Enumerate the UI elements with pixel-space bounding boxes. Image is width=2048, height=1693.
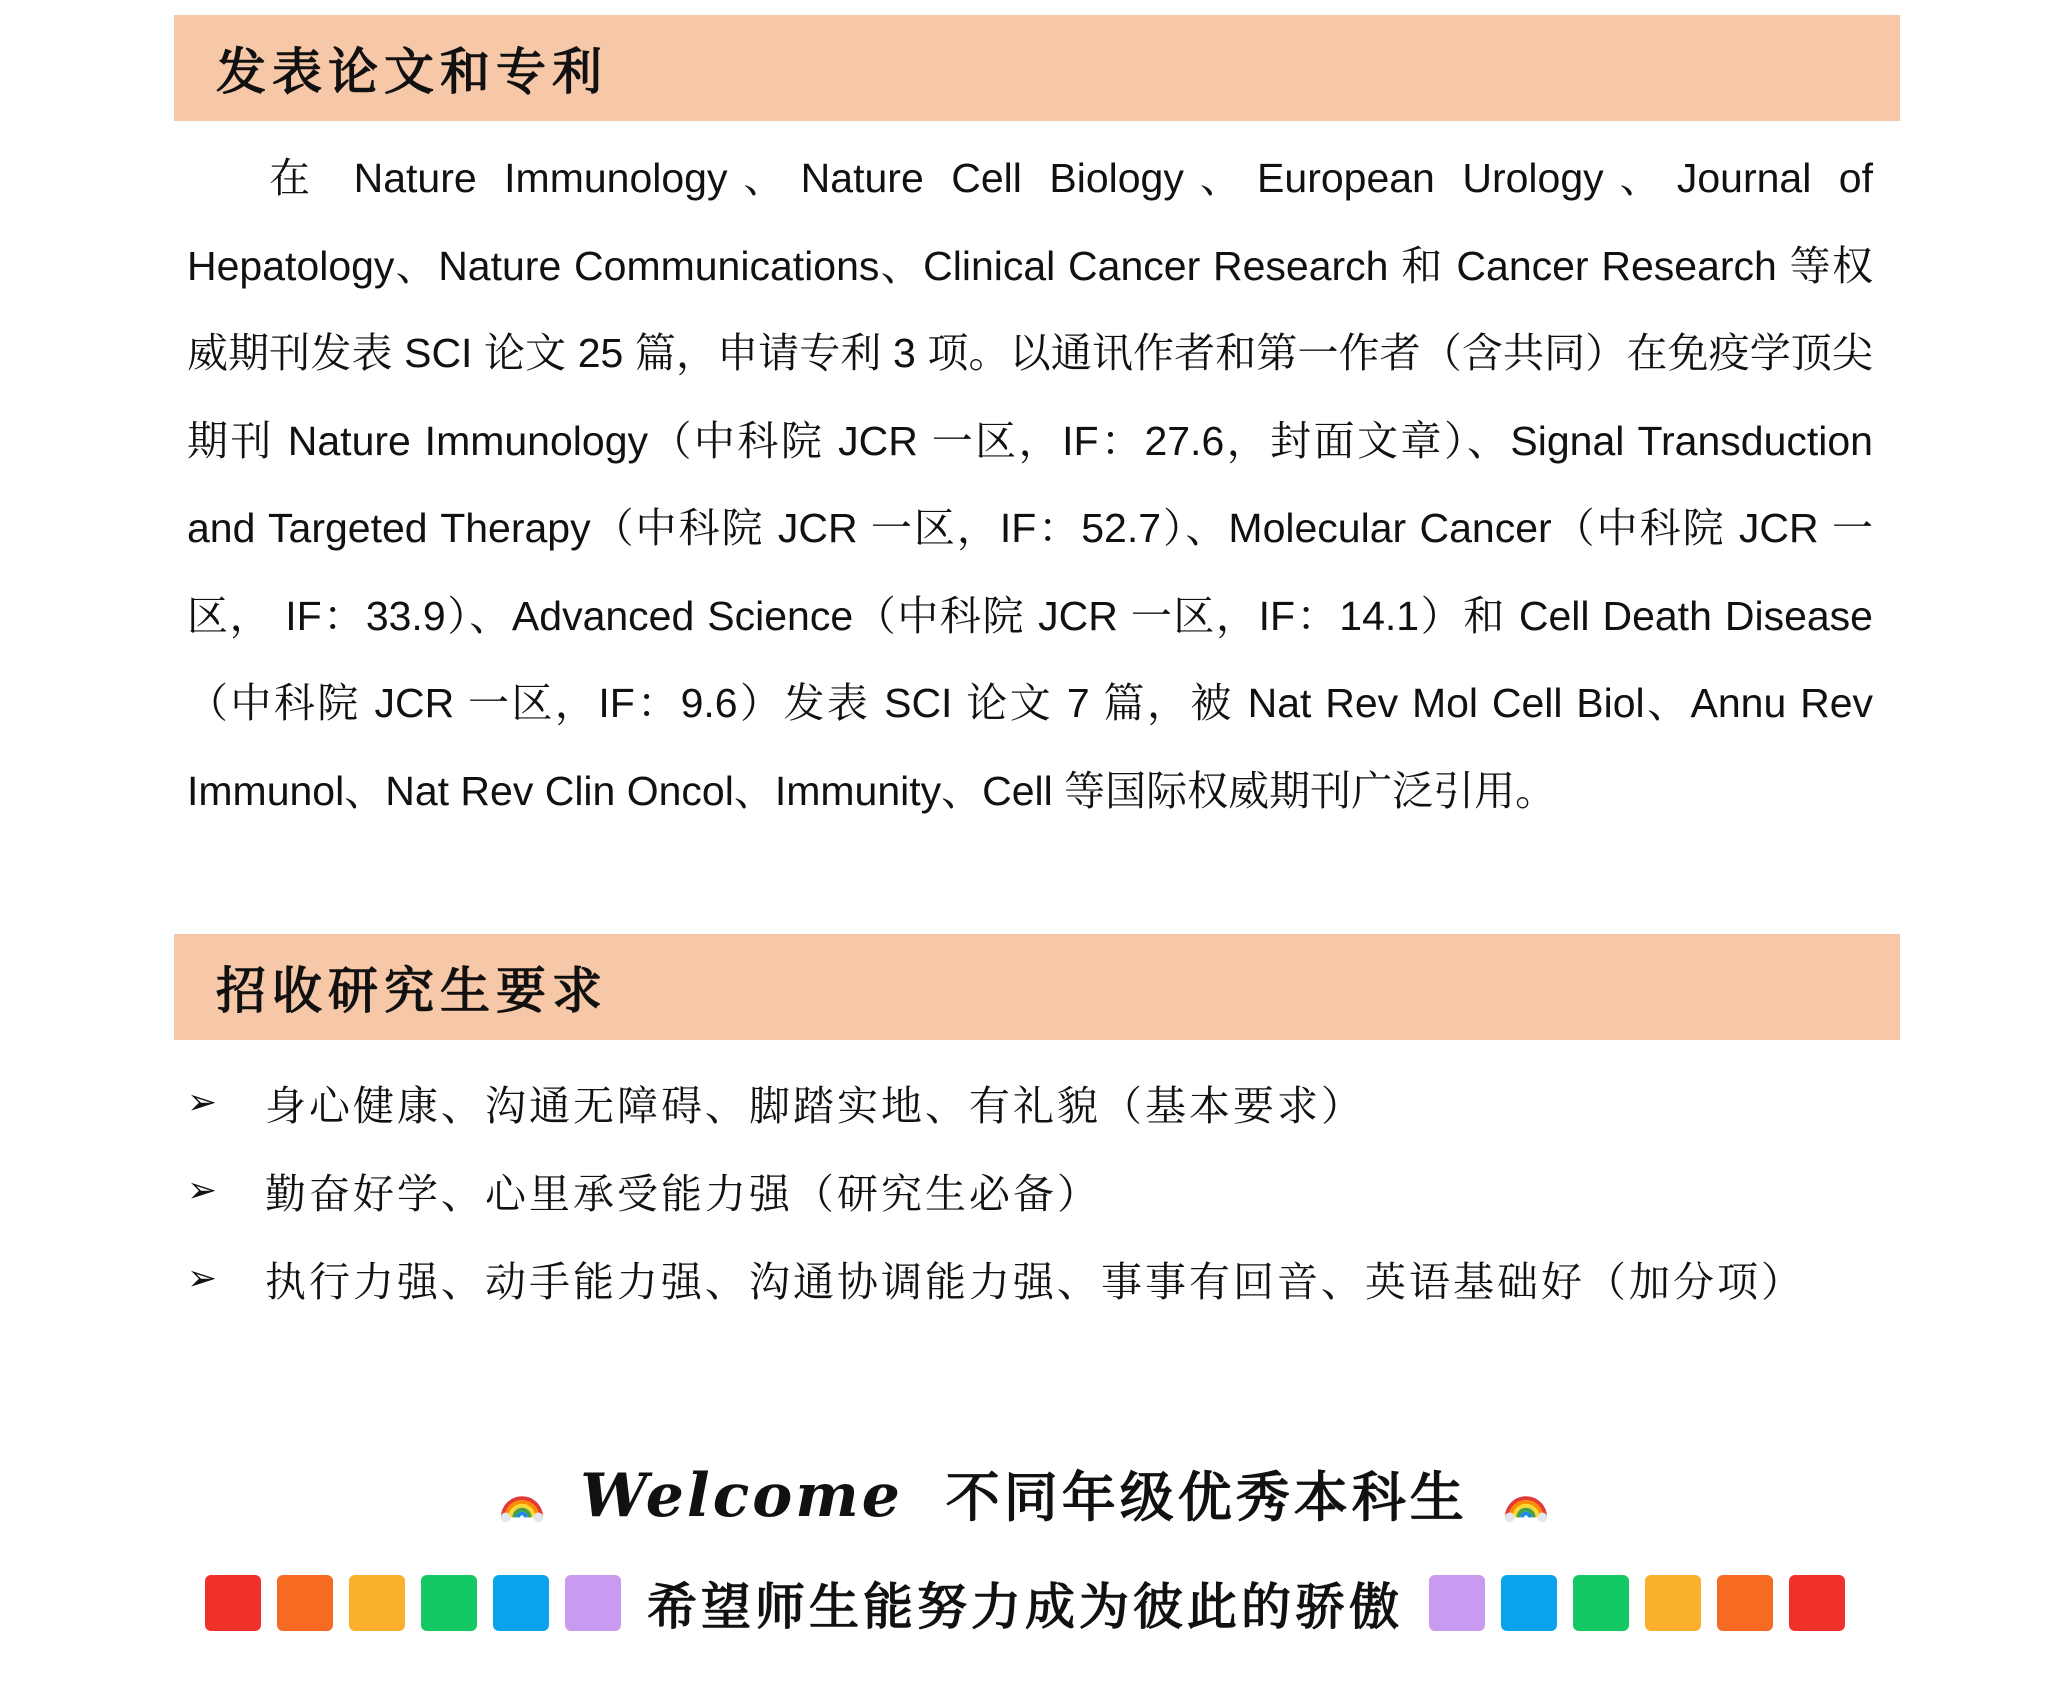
color-square-purple: [1429, 1575, 1485, 1631]
requirement-item: [187, 1058, 1887, 1146]
requirement-item: [187, 1234, 1887, 1322]
color-square-blue: [1501, 1575, 1557, 1631]
color-square-green: [421, 1575, 477, 1631]
papers-section-header: [174, 15, 1900, 121]
papers-section-title: 发表论文和专利: [216, 42, 608, 101]
color-square-orange: [1717, 1575, 1773, 1631]
requirement-text: 身心健康、沟通无障碍、脚踏实地、有礼貌（基本要求）: [265, 1082, 1365, 1129]
welcome-banner: [0, 1455, 2048, 1532]
requirements-section-header: [174, 934, 1900, 1040]
rainbow-icon: [499, 1479, 545, 1525]
color-square-green: [1573, 1575, 1629, 1631]
motto-text: 希望师生能努力成为彼此的骄傲: [647, 1577, 1403, 1636]
requirements-section-title: 招收研究生要求: [216, 961, 608, 1020]
motto-row: [205, 1573, 1845, 1636]
color-square-purple: [565, 1575, 621, 1631]
arrow-bullet-icon: ➢: [187, 1081, 221, 1122]
rainbow-icon: [1503, 1479, 1549, 1525]
requirement-text: 勤奋好学、心里承受能力强（研究生必备）: [265, 1170, 1101, 1217]
color-square-red: [205, 1575, 261, 1631]
papers-section-body: [187, 135, 1873, 835]
welcome-text: 不同年级优秀本科生: [945, 1465, 1468, 1529]
color-square-yellow: [1645, 1575, 1701, 1631]
requirements-list: [187, 1058, 1887, 1322]
arrow-bullet-icon: ➢: [187, 1169, 221, 1210]
color-square-red: [1789, 1575, 1845, 1631]
color-square-yellow: [349, 1575, 405, 1631]
requirement-item: [187, 1146, 1887, 1234]
welcome-word: Welcome: [580, 1461, 903, 1531]
color-square-blue: [493, 1575, 549, 1631]
color-square-orange: [277, 1575, 333, 1631]
papers-paragraph: 在 Nature Immunology、Nature Cell Biology、European Urology、Journal of Hepatology、Nature Communications、Clinical Cancer Research 和 Cancer Research 等权威期刊发表 SCI 论文 25 篇，申请专利 3 项。以通讯作者和第一作者（含共同）在免疫学顶尖期刊 Nature Immunology（中科院 JCR 一区，IF：27.6，封面文章）、Signal Transduction and Targeted Therapy（中科院 JCR 一区，IF：52.7）、Molecular Cancer（中科院 JCR 一区， IF：33.9）、Advanced Science（中科院 JCR 一区，IF：14.1）和 Cell Death Disease（中科院 JCR 一区，IF：9.6）发表 SCI 论文 7 篇，被 Nat Rev Mol Cell Biol、Annu Rev Immunol、Nat Rev Clin Oncol、Immunity、Cell 等国际权威期刊广泛引用。: [187, 155, 1873, 814]
arrow-bullet-icon: ➢: [187, 1257, 221, 1298]
requirement-text: 执行力强、动手能力强、沟通协调能力强、事事有回音、英语基础好（加分项）: [265, 1258, 1805, 1305]
